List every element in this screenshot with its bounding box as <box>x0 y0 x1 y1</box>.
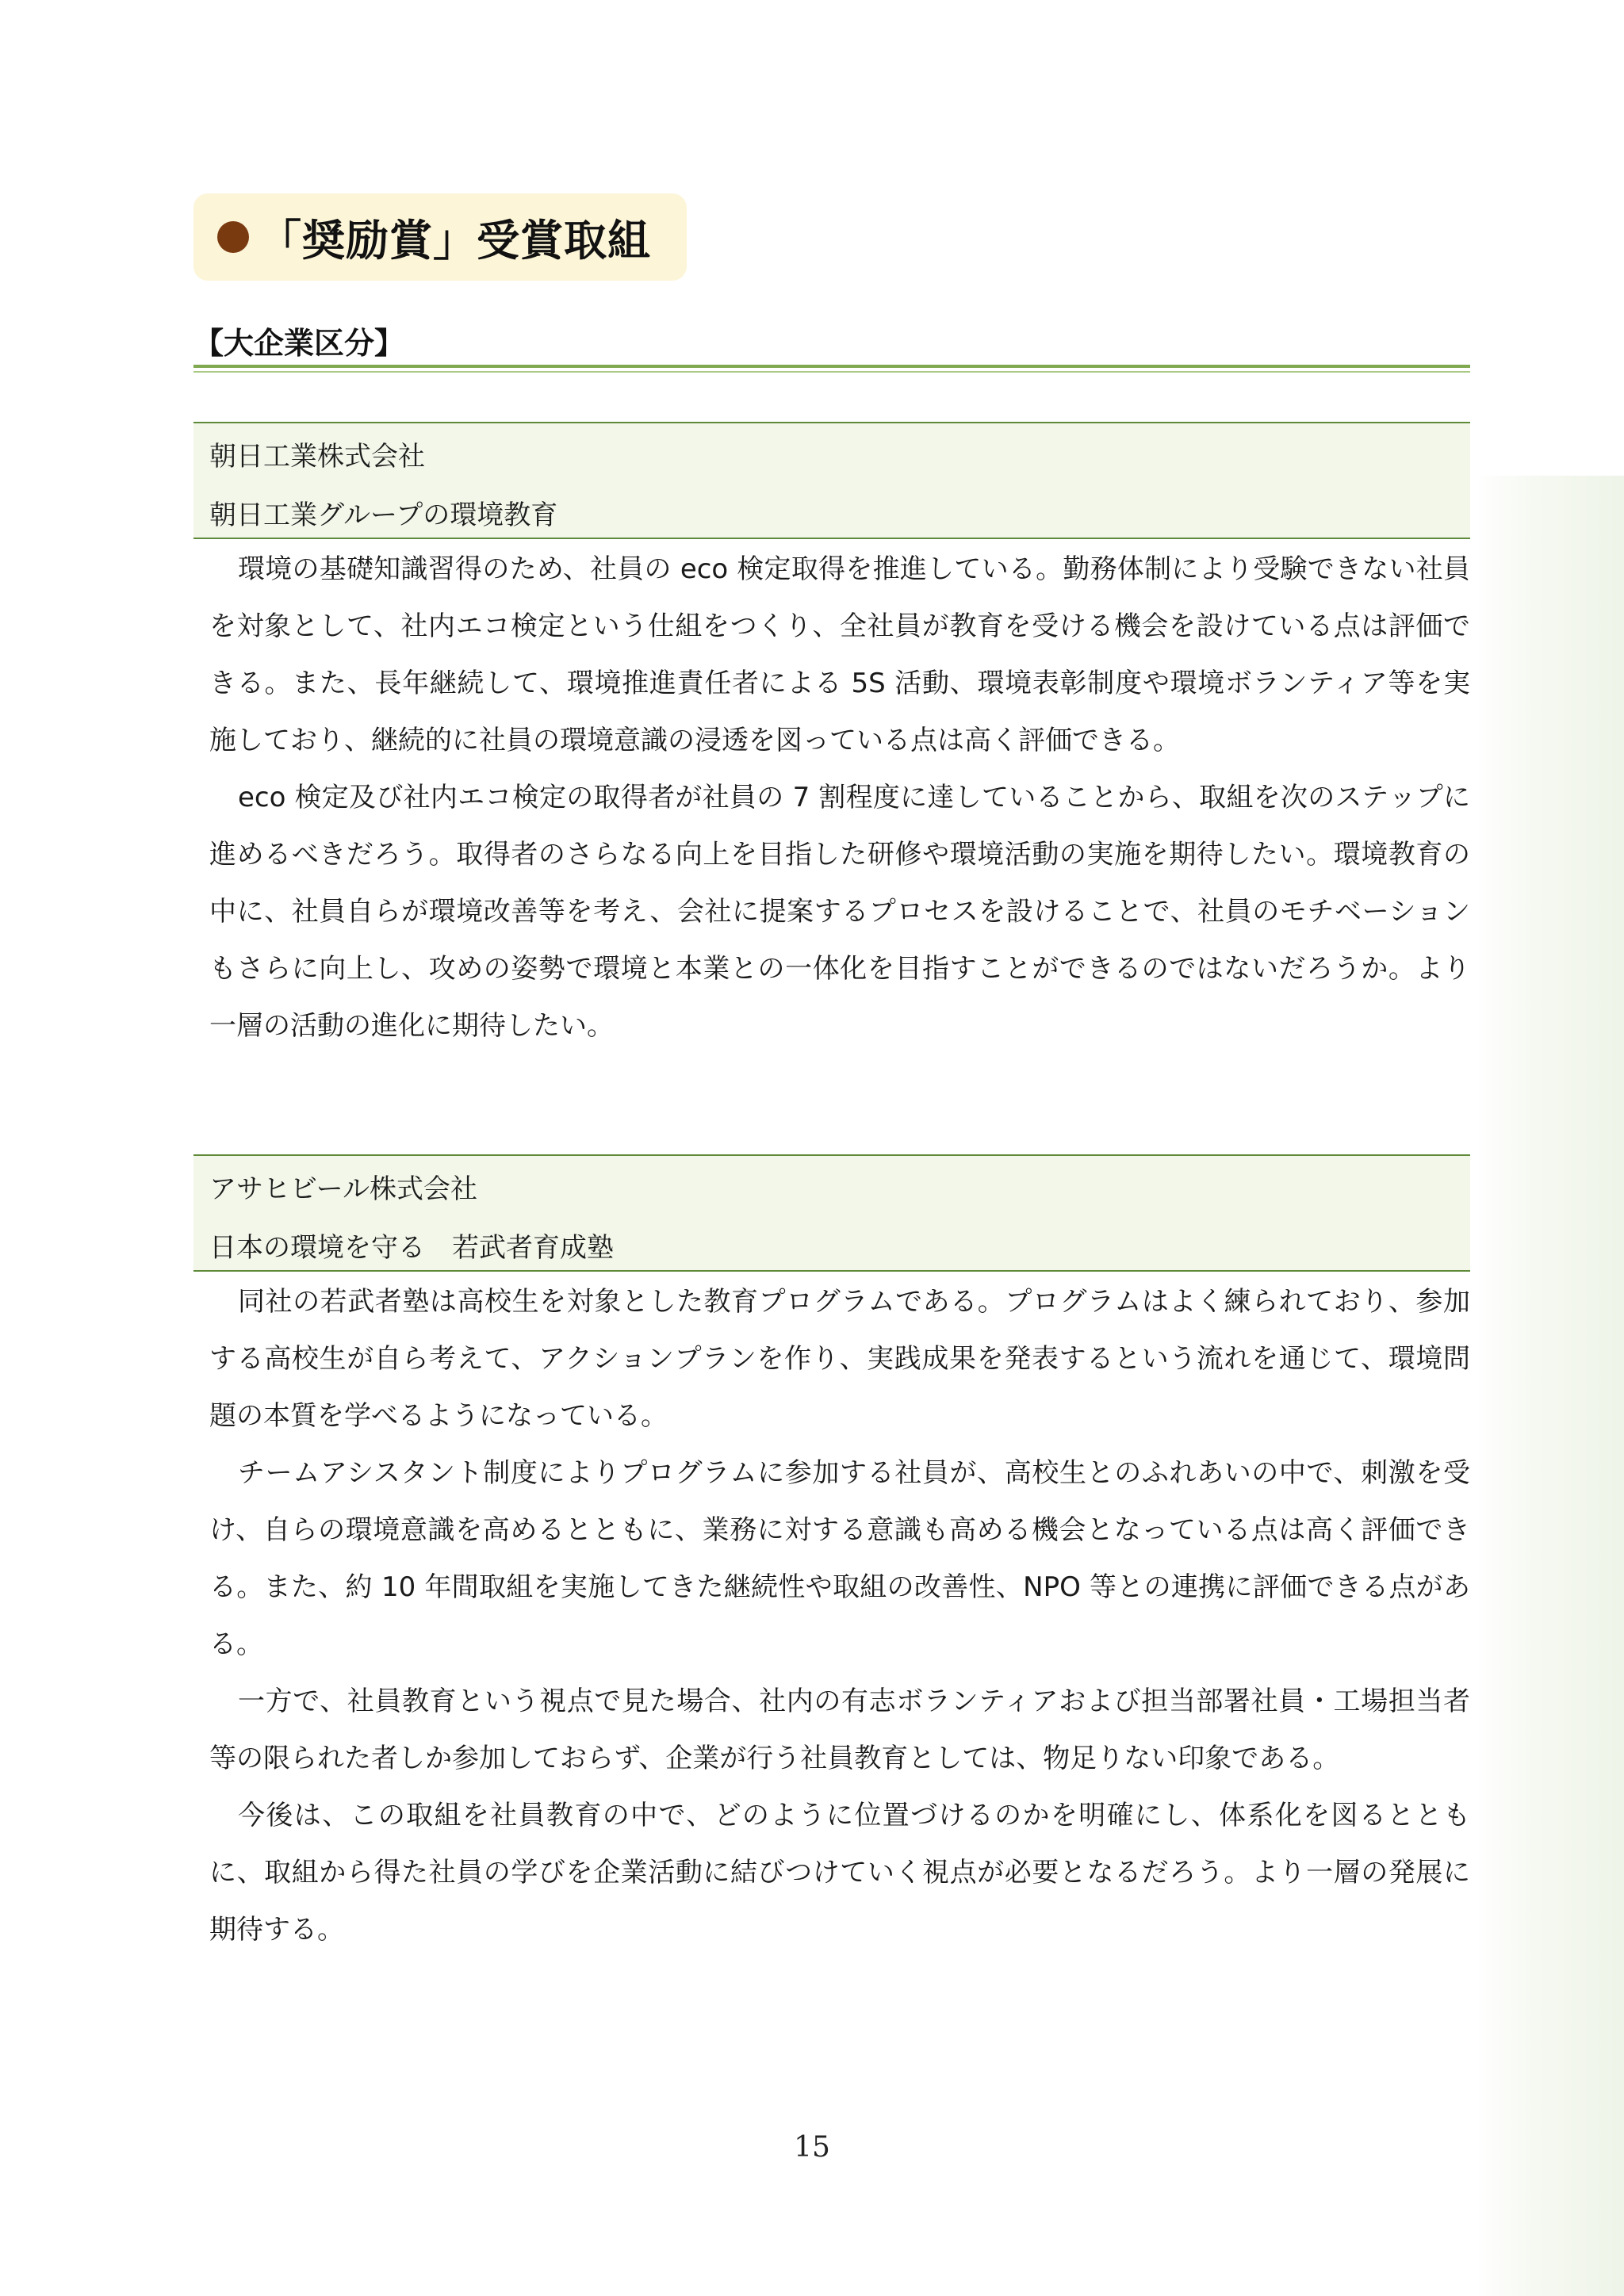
award-title: 朝日工業グループの環境教育 <box>209 499 558 531</box>
award-paragraph: eco 検定及び社内エコ検定の取得者が社員の 7 割程度に達していることから、取組を次のステップに進めるべきだろう。取得者のさらなる向上を目指した研修や環境活動の実施を期待したい。環境教育の中に、社員自らが環境改善等を考え、会社に提案するプロセスを設けることで、社員のモチベーションもさらに向上し、攻めの姿勢で環境と本業との一体化を目指すことができるのではないだろうか。より一層の活動の進化に期待したい。 <box>209 782 1470 1042</box>
category-label: 【大企業区分】 <box>193 326 405 361</box>
award-description <box>193 541 1470 1054</box>
decorative-side-strip <box>1475 476 1624 2296</box>
category-divider-secondary <box>193 371 1470 373</box>
section-heading-box <box>193 193 687 281</box>
award-company: アサヒビール株式会社 <box>209 1173 477 1205</box>
award-title: 日本の環境を守る 若武者育成塾 <box>209 1232 614 1264</box>
page-number: 15 <box>794 2131 830 2164</box>
award-paragraph: 同社の若武者塾は高校生を対象とした教育プログラムである。プログラムはよく練られており、参加する高校生が自ら考えて、アクションプランを作り、実践成果を発表するという流れを通じて、環境問題の本質を学べるようになっている。 <box>209 1286 1470 1432</box>
category-divider <box>193 365 1470 368</box>
award-header <box>193 422 1470 539</box>
award-paragraph: 今後は、この取組を社員教育の中で、どのように位置づけるのかを明確にし、体系化を図るとともに、取組から得た社員の学びを企業活動に結びつけていく視点が必要となるだろう。より一層の発展に期待する。 <box>209 1800 1470 1946</box>
award-paragraph: 環境の基礎知識習得のため、社員の eco 検定取得を推進している。勤務体制により受験できない社員を対象として、社内エコ検定という仕組をつくり、全社員が教育を受ける機会を設けている点は評価できる。また、長年継続して、環境推進責任者による 5S 活動、環境表彰制度や環境ボランティア等を実施しており、継続的に社員の環境意識の浸透を図っている点は高く評価できる。 <box>209 553 1470 756</box>
award-paragraph: チームアシスタント制度によりプログラムに参加する社員が、高校生とのふれあいの中で、刺激を受け、自らの環境意識を高めるとともに、業務に対する意識も高める機会となっている点は高く評価できる。また、約 10 年間取組を実施してきた継続性や取組の改善性、NPO 等との連携に評価できる点がある。 <box>209 1457 1470 1660</box>
bullet-dot-icon <box>217 221 249 253</box>
award-company: 朝日工業株式会社 <box>209 441 425 473</box>
award-description <box>193 1273 1470 1958</box>
section-heading: 「奨励賞」受賞取組 <box>259 215 651 266</box>
award-paragraph: 一方で、社員教育という視点で見た場合、社内の有志ボランティアおよび担当部署社員・工場担当者等の限られた者しか参加しておらず、企業が行う社員教育としては、物足りない印象である。 <box>209 1686 1470 1774</box>
award-header <box>193 1154 1470 1272</box>
